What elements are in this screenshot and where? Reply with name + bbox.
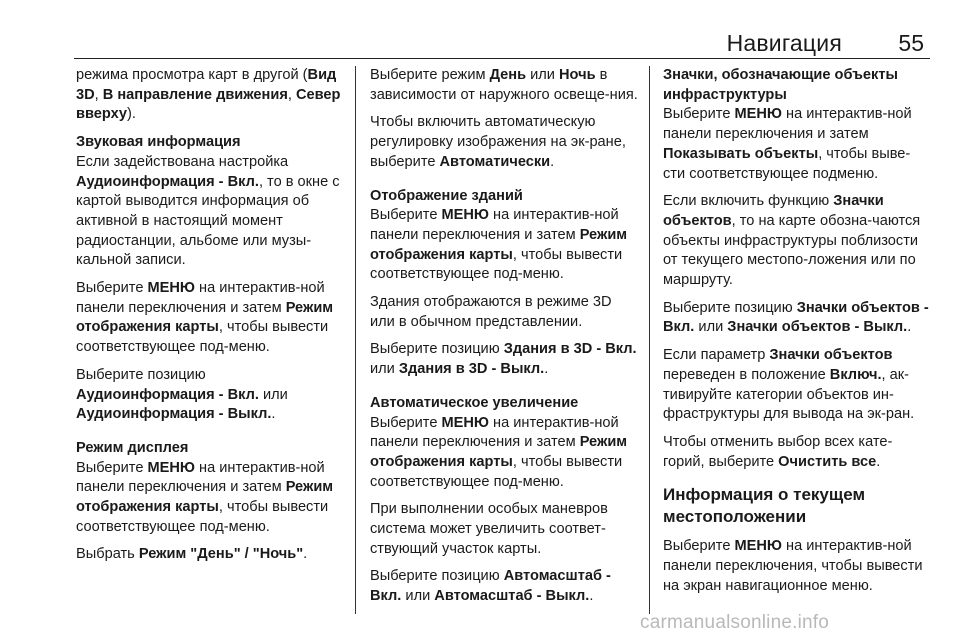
paragraph: Если параметр Значки объектов переведен в положение Включ., ак-тивируйте категории объектов ин-фраструктуры для вывода на эк-ран. (663, 347, 915, 423)
paragraph: Выбрать Режим "День" / "Ночь". (76, 546, 308, 563)
paragraph: Выберите режим День или Ночь в зависимости от наружного освеще-ния. (370, 67, 638, 103)
section-heading-display-mode: Режим дисплея (76, 439, 189, 456)
paragraph: Выберите МЕНЮ на интерактив-ной панели переключения и затем Режим отображения карты, чтобы вывести соответствующее под-меню. (76, 280, 334, 356)
paragraph: Чтобы включить автоматическую регулировку изображения на эк-ране, выберите Автоматически. (370, 114, 626, 170)
section-heading-auto-zoom: Автоматическое увеличение (370, 394, 579, 411)
paragraph: Здания отображаются в режиме 3D или в обычном представлении. (370, 294, 612, 330)
paragraph: Выберите МЕНЮ на интерактив-ной панели переключения и затем Режим отображения карты, чтобы вывести соответствующее под-меню. (370, 414, 628, 490)
paragraph: При выполнении особых маневров система может увеличить соответ-ствующий участок карты. (370, 501, 608, 557)
paragraph: Выберите позицию Автомасштаб - Вкл. или Автомасштаб - Выкл.. (370, 568, 611, 605)
watermark-text: carmanualsonline.info (640, 612, 830, 633)
column-2 (370, 66, 638, 615)
paragraph: Выберите МЕНЮ на интерактив-ной панели переключения, чтобы вывести на экран навигационное меню. (663, 538, 923, 594)
paragraph: Выберите позицию Аудиоинформация - Вкл. или Аудиоинформация - Выкл.. (76, 366, 288, 423)
paragraph: Выберите позицию Здания в 3D - Вкл. или Здания в 3D - Выкл.. (370, 341, 637, 378)
section-heading-current-location: Информация о текущем местоположении (663, 485, 866, 527)
paragraph: Выберите МЕНЮ на интерактив-ной панели переключения и затем Режим отображения карты, чтобы вывести соответствующее под-меню. (76, 459, 334, 535)
section-heading-poi-icons: Значки, обозначающие объекты инфраструктуры (663, 67, 898, 103)
paragraph: режима просмотра карт в другой (Вид 3D, В направление движения, Север вверху). (76, 67, 341, 123)
paragraph: Чтобы отменить выбор всех кате-горий, выберите Очистить все. (663, 433, 893, 470)
column-1 (76, 66, 346, 573)
column-3 (663, 66, 931, 604)
section-heading-buildings: Отображение зданий (370, 187, 523, 204)
column-divider-2 (649, 66, 650, 614)
paragraph: Если задействована настройка Аудиоинформация - Вкл., то в окне с картой выводится информация об активной в настоящий момент радиостанции, альбоме или музы-кальной записи. (76, 153, 340, 269)
page-number: 55 (898, 30, 924, 56)
paragraph: Выберите позицию Значки объектов - Вкл. или Значки объектов - Выкл.. (663, 299, 929, 336)
header-divider (74, 58, 930, 59)
paragraph: Если включить функцию Значки объектов, то на карте обозна-чаются объекты инфраструктуры поблизости от текущего местопо-ложения или по маршруту. (663, 193, 921, 289)
paragraph: Выберите МЕНЮ на интерактив-ной панели переключения и затем Показывать объекты, чтобы выве-сти соответствующее подменю. (663, 106, 912, 182)
paragraph: Выберите МЕНЮ на интерактив-ной панели переключения и затем Режим отображения карты, чтобы вывести соответствующее под-меню. (370, 207, 628, 283)
column-divider-1 (355, 66, 356, 614)
section-heading-sound-info: Звуковая информация (76, 134, 241, 151)
page-section-title: Навигация (726, 30, 842, 56)
